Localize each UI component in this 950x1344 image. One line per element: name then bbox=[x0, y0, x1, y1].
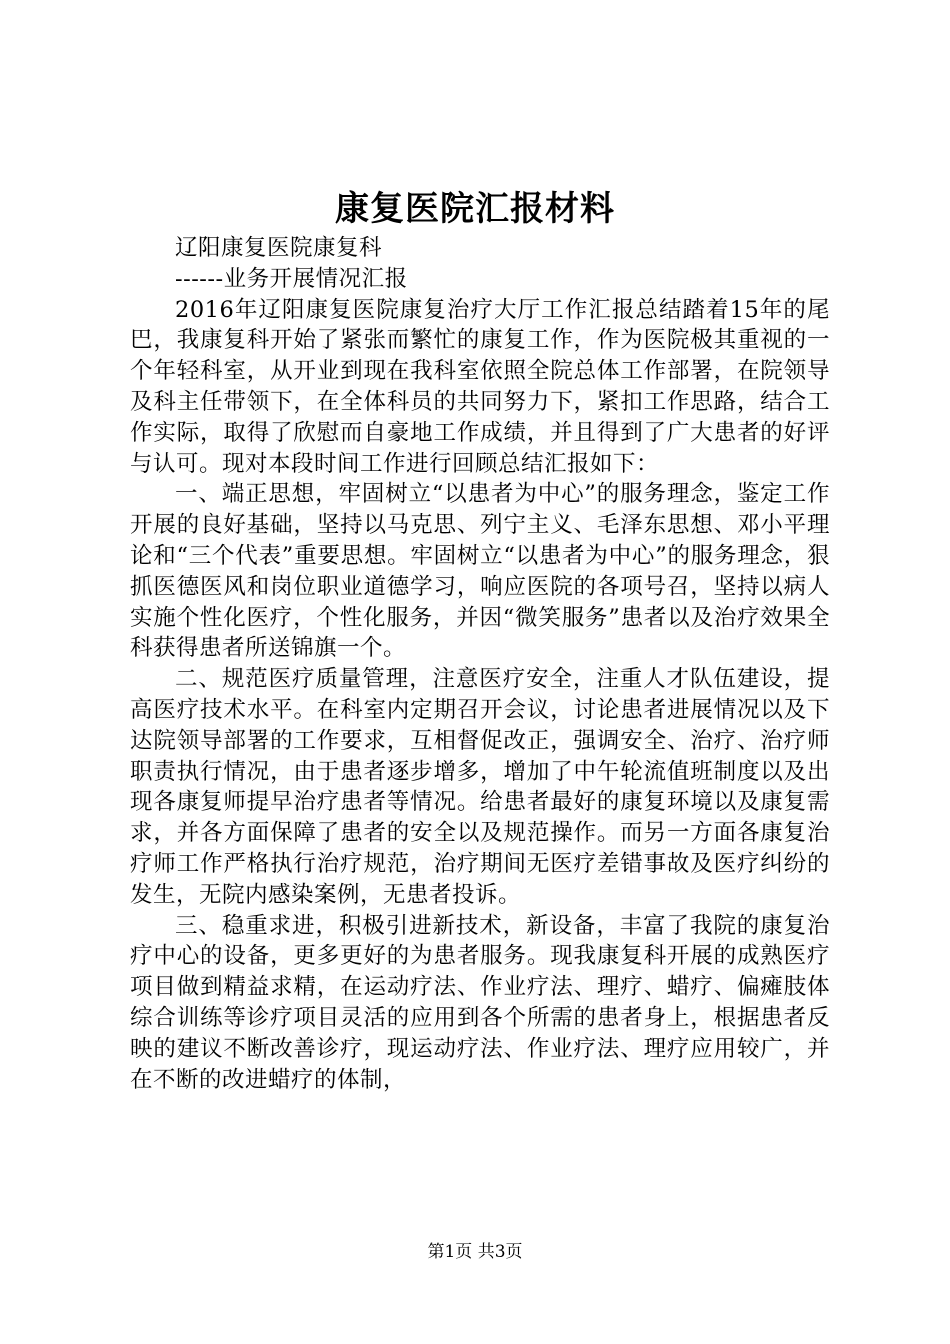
subtitle-line: ------业务开展情况汇报 bbox=[175, 265, 408, 292]
paragraph-intro: 2016年辽阳康复医院康复治疗大厅工作汇报总结踏着15年的尾巴，我康复科开始了紧张而繁忙的康复工作，作为医院极其重视的一个年轻科室，从开业到现在我科室依照全院总体工作部署，在院领导及科主任带领下，在全体科员的共同努力下，紧扣工作思路，结合工作实际，取得了欣慰而自豪地工作成绩，并且得到了广大患者的好评与认可。现对本段时间工作进行回顾总结汇报如下： bbox=[130, 296, 830, 477]
document-body bbox=[130, 233, 830, 1095]
org-line: 辽阳康复医院康复科 bbox=[175, 235, 383, 261]
page-number-footer: 第1页 共3页 bbox=[427, 1242, 523, 1262]
paragraph-section-1: 一、端正思想，牢固树立“以患者为中心”的服务理念，鉴定工作开展的良好基础，坚持以马克思、列宁主义、毛泽东思想、邓小平理论和“三个代表”重要思想。牢固树立“以患者为中心”的服务理念，狠抓医德医风和岗位职业道德学习，响应医院的各项号召，坚持以病人实施个性化医疗，个性化服务，并因“微笑服务”患者以及治疗效果全科获得患者所送锦旗一个。 bbox=[130, 481, 830, 662]
document-title: 康复医院汇报材料 bbox=[335, 189, 615, 229]
paragraph-section-3: 三、稳重求进，积极引进新技术，新设备，丰富了我院的康复治疗中心的设备，更多更好的为患者服务。现我康复科开展的成熟医疗项目做到精益求精，在运动疗法、作业疗法、理疗、蜡疗、偏瘫肢体综合训练等诊疗项目灵活的应用到各个所需的患者身上，根据患者反映的建议不断改善诊疗，现运动疗法、作业疗法、理疗应用较广，并在不断的改进蜡疗的体制， bbox=[130, 912, 830, 1093]
paragraph-section-2: 二、规范医疗质量管理，注意医疗安全，注重人才队伍建设，提高医疗技术水平。在科室内定期召开会议，讨论患者进展情况以及下达院领导部署的工作要求，互相督促改正，强调安全、治疗、治疗师职责执行情况，由于患者逐步增多，增加了中午轮流值班制度以及出现各康复师提早治疗患者等情况。给患者最好的康复环境以及康复需求，并各方面保障了患者的安全以及规范操作。而另一方面各康复治疗师工作严格执行治疗规范，治疗期间无医疗差错事故及医疗纠纷的发生，无院内感染案例，无患者投诉。 bbox=[130, 666, 830, 908]
